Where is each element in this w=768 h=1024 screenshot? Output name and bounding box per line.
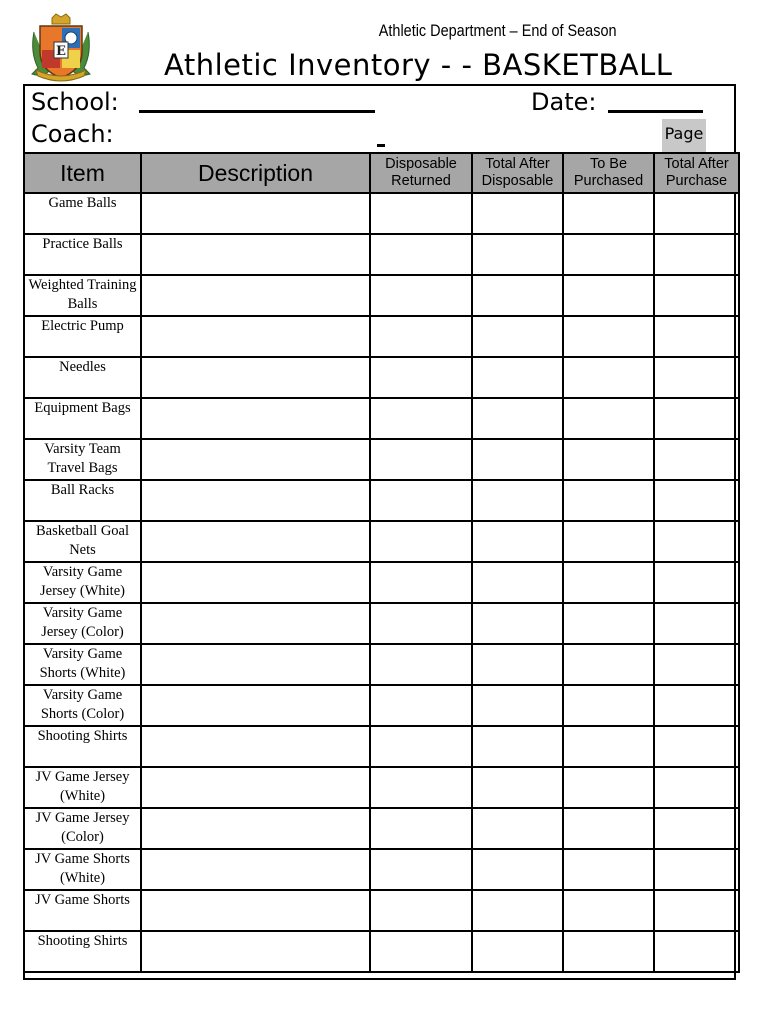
table-row (24, 603, 739, 644)
total-after-purchase-cell[interactable] (654, 603, 739, 644)
total-after-purchase-cell[interactable] (654, 398, 739, 439)
description-cell[interactable] (141, 685, 370, 726)
total-after-disposable-cell[interactable] (472, 849, 563, 890)
item-cell: Practice Balls (24, 234, 141, 275)
to-be-purchased-cell[interactable] (563, 234, 654, 275)
total-after-disposable-cell[interactable] (472, 480, 563, 521)
item-cell: Basketball Goal Nets (24, 521, 141, 562)
total-after-disposable-cell[interactable] (472, 193, 563, 234)
page-title: Athletic Inventory - - BASKETBALL (164, 48, 673, 82)
table-row (24, 316, 739, 357)
item-cell: Equipment Bags (24, 398, 141, 439)
total-after-purchase-cell[interactable] (654, 480, 739, 521)
table-row (24, 439, 739, 480)
description-cell[interactable] (141, 726, 370, 767)
description-cell[interactable] (141, 890, 370, 931)
inventory-table (23, 152, 740, 973)
total-after-purchase-cell[interactable] (654, 562, 739, 603)
total-after-disposable-cell[interactable] (472, 439, 563, 480)
description-cell[interactable] (141, 767, 370, 808)
item-cell: Weighted Training Balls (24, 275, 141, 316)
table-row (24, 275, 739, 316)
to-be-purchased-cell[interactable] (563, 275, 654, 316)
table-row (24, 357, 739, 398)
table-row (24, 726, 739, 767)
description-cell[interactable] (141, 480, 370, 521)
item-cell: Varsity Team Travel Bags (24, 439, 141, 480)
to-be-purchased-cell[interactable] (563, 808, 654, 849)
total-after-purchase-cell[interactable] (654, 316, 739, 357)
total-after-purchase-cell[interactable] (654, 644, 739, 685)
column-header-disposable-returned: Disposable Returned (370, 153, 472, 193)
total-after-disposable-cell[interactable] (472, 562, 563, 603)
disposable-returned-cell[interactable] (370, 316, 472, 357)
item-cell: Varsity Game Jersey (Color) (24, 603, 141, 644)
total-after-disposable-cell[interactable] (472, 275, 563, 316)
total-after-disposable-cell[interactable] (472, 767, 563, 808)
total-after-purchase-cell[interactable] (654, 890, 739, 931)
total-after-disposable-cell[interactable] (472, 398, 563, 439)
total-after-disposable-cell[interactable] (472, 234, 563, 275)
total-after-disposable-cell[interactable] (472, 726, 563, 767)
total-after-purchase-cell[interactable] (654, 439, 739, 480)
table-row (24, 849, 739, 890)
description-cell[interactable] (141, 849, 370, 890)
disposable-returned-cell[interactable] (370, 439, 472, 480)
table-row (24, 234, 739, 275)
item-cell: Needles (24, 357, 141, 398)
to-be-purchased-cell[interactable] (563, 562, 654, 603)
disposable-returned-cell[interactable] (370, 808, 472, 849)
item-cell: Varsity Game Jersey (White) (24, 562, 141, 603)
inventory-form (23, 84, 736, 980)
to-be-purchased-cell[interactable] (563, 685, 654, 726)
school-label: School: (31, 88, 119, 116)
svg-text:E: E (56, 44, 66, 59)
total-after-purchase-cell[interactable] (654, 767, 739, 808)
description-cell[interactable] (141, 644, 370, 685)
total-after-purchase-cell[interactable] (654, 808, 739, 849)
total-after-purchase-cell[interactable] (654, 234, 739, 275)
description-cell[interactable] (141, 808, 370, 849)
item-cell: Game Balls (24, 193, 141, 234)
to-be-purchased-cell[interactable] (563, 521, 654, 562)
total-after-purchase-cell[interactable] (654, 521, 739, 562)
total-after-purchase-cell[interactable] (654, 685, 739, 726)
coach-field[interactable] (377, 144, 385, 147)
table-row (24, 767, 739, 808)
total-after-disposable-cell[interactable] (472, 357, 563, 398)
to-be-purchased-cell[interactable] (563, 767, 654, 808)
description-cell[interactable] (141, 521, 370, 562)
table-row (24, 890, 739, 931)
column-header-total-after-purchase: Total After Purchase (654, 153, 739, 193)
total-after-disposable-cell[interactable] (472, 521, 563, 562)
description-cell[interactable] (141, 398, 370, 439)
table-row (24, 193, 739, 234)
item-cell: JV Game Jersey (Color) (24, 808, 141, 849)
total-after-purchase-cell[interactable] (654, 931, 739, 972)
table-header-row (24, 153, 739, 193)
table-row (24, 521, 739, 562)
disposable-returned-cell[interactable] (370, 193, 472, 234)
to-be-purchased-cell[interactable] (563, 398, 654, 439)
table-row (24, 808, 739, 849)
disposable-returned-cell[interactable] (370, 767, 472, 808)
total-after-disposable-cell[interactable] (472, 316, 563, 357)
school-field[interactable] (139, 110, 375, 113)
date-label: Date: (531, 88, 597, 116)
disposable-returned-cell[interactable] (370, 685, 472, 726)
total-after-disposable-cell[interactable] (472, 603, 563, 644)
description-cell[interactable] (141, 439, 370, 480)
table-row (24, 562, 739, 603)
total-after-purchase-cell[interactable] (654, 357, 739, 398)
description-cell[interactable] (141, 562, 370, 603)
table-row (24, 644, 739, 685)
item-cell: JV Game Jersey (White) (24, 767, 141, 808)
page-number-box: Page (662, 119, 706, 153)
table-row (24, 931, 739, 972)
table-row (24, 685, 739, 726)
total-after-purchase-cell[interactable] (654, 726, 739, 767)
item-cell: Electric Pump (24, 316, 141, 357)
table-row (24, 398, 739, 439)
disposable-returned-cell[interactable] (370, 849, 472, 890)
item-cell: Shooting Shirts (24, 726, 141, 767)
item-cell: Ball Racks (24, 480, 141, 521)
disposable-returned-cell[interactable] (370, 726, 472, 767)
to-be-purchased-cell[interactable] (563, 480, 654, 521)
disposable-returned-cell[interactable] (370, 234, 472, 275)
description-cell[interactable] (141, 193, 370, 234)
disposable-returned-cell[interactable] (370, 562, 472, 603)
disposable-returned-cell[interactable] (370, 275, 472, 316)
total-after-disposable-cell[interactable] (472, 931, 563, 972)
item-cell: JV Game Shorts (White) (24, 849, 141, 890)
column-header-to-be-purchased: To Be Purchased (563, 153, 654, 193)
to-be-purchased-cell[interactable] (563, 357, 654, 398)
to-be-purchased-cell[interactable] (563, 644, 654, 685)
total-after-purchase-cell[interactable] (654, 275, 739, 316)
column-header-total-after-disposable: Total After Disposable (472, 153, 563, 193)
item-cell: Varsity Game Shorts (White) (24, 644, 141, 685)
disposable-returned-cell[interactable] (370, 357, 472, 398)
disposable-returned-cell[interactable] (370, 644, 472, 685)
to-be-purchased-cell[interactable] (563, 193, 654, 234)
total-after-disposable-cell[interactable] (472, 685, 563, 726)
to-be-purchased-cell[interactable] (563, 931, 654, 972)
description-cell[interactable] (141, 931, 370, 972)
coach-label: Coach: (31, 120, 114, 148)
to-be-purchased-cell[interactable] (563, 316, 654, 357)
disposable-returned-cell[interactable] (370, 480, 472, 521)
total-after-purchase-cell[interactable] (654, 193, 739, 234)
description-cell[interactable] (141, 316, 370, 357)
table-row (24, 480, 739, 521)
disposable-returned-cell[interactable] (370, 931, 472, 972)
total-after-purchase-cell[interactable] (654, 849, 739, 890)
description-cell[interactable] (141, 603, 370, 644)
description-cell[interactable] (141, 234, 370, 275)
to-be-purchased-cell[interactable] (563, 890, 654, 931)
disposable-returned-cell[interactable] (370, 890, 472, 931)
column-header-item: Item (24, 153, 141, 193)
department-subtitle: Athletic Department – End of Season (378, 21, 617, 40)
item-cell: Shooting Shirts (24, 931, 141, 972)
to-be-purchased-cell[interactable] (563, 849, 654, 890)
to-be-purchased-cell[interactable] (563, 603, 654, 644)
to-be-purchased-cell[interactable] (563, 726, 654, 767)
column-header-description: Description (141, 153, 370, 193)
to-be-purchased-cell[interactable] (563, 439, 654, 480)
item-cell: Varsity Game Shorts (Color) (24, 685, 141, 726)
date-field[interactable] (608, 110, 703, 113)
total-after-disposable-cell[interactable] (472, 808, 563, 849)
disposable-returned-cell[interactable] (370, 398, 472, 439)
description-cell[interactable] (141, 275, 370, 316)
total-after-disposable-cell[interactable] (472, 890, 563, 931)
item-cell: JV Game Shorts (24, 890, 141, 931)
description-cell[interactable] (141, 357, 370, 398)
disposable-returned-cell[interactable] (370, 603, 472, 644)
disposable-returned-cell[interactable] (370, 521, 472, 562)
total-after-disposable-cell[interactable] (472, 644, 563, 685)
